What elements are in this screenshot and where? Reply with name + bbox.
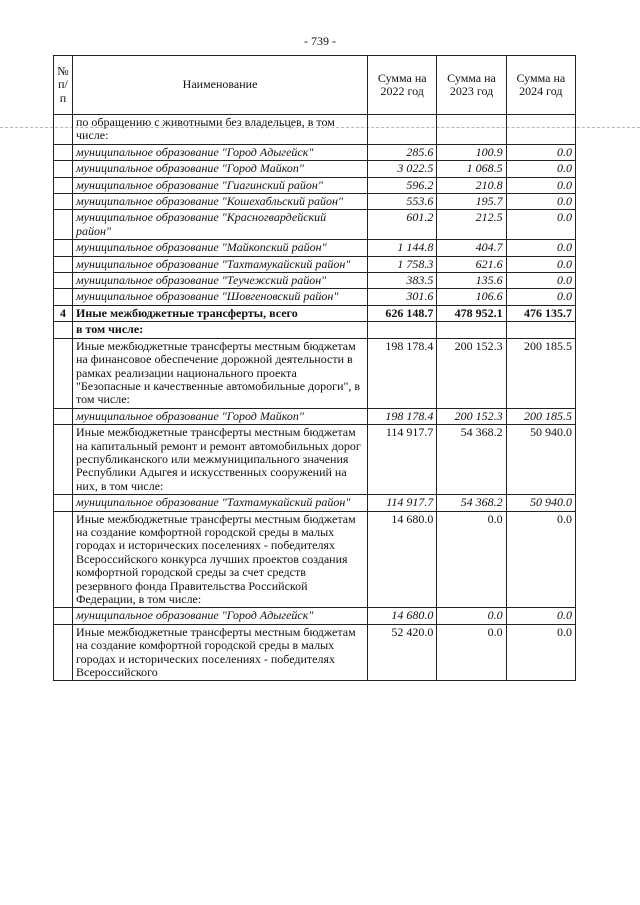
amount-2022 xyxy=(368,322,437,338)
amount-2022: 383.5 xyxy=(368,273,437,289)
row-name: муниципальное образование "Город Адыгейск" xyxy=(73,608,368,624)
row-name: муниципальное образование "Город Майкоп" xyxy=(73,161,368,177)
amount-2024: 0.0 xyxy=(506,194,575,210)
row-number xyxy=(54,273,73,289)
amount-2024: 0.0 xyxy=(506,240,575,256)
table-row xyxy=(54,256,576,272)
amount-2023: 200 152.3 xyxy=(437,408,506,424)
amount-2022: 198 178.4 xyxy=(368,408,437,424)
row-name: муниципальное образование "Красногвардейский район" xyxy=(73,210,368,240)
amount-2023: 54 368.2 xyxy=(437,425,506,495)
amount-2024: 0.0 xyxy=(506,511,575,608)
amount-2024: 0.0 xyxy=(506,289,575,305)
row-number xyxy=(54,115,73,145)
amount-2023: 135.6 xyxy=(437,273,506,289)
table-row xyxy=(54,210,576,240)
table-header-row xyxy=(54,56,576,115)
header-num: № п/п xyxy=(54,56,73,115)
row-number: 4 xyxy=(54,305,73,321)
row-name: Иные межбюджетные трансферты местным бюджетам на капитальный ремонт и ремонт автомобильных дорог республиканского или межмуниципального значения Республики Адыгея и искусственных сооружений на них, в том числе: xyxy=(73,425,368,495)
row-name: муниципальное образование "Теучежский район" xyxy=(73,273,368,289)
table-row xyxy=(54,425,576,495)
table-row xyxy=(54,115,576,145)
row-number xyxy=(54,144,73,160)
amount-2023: 100.9 xyxy=(437,144,506,160)
row-number xyxy=(54,511,73,608)
amount-2022 xyxy=(368,115,437,145)
amount-2024: 50 940.0 xyxy=(506,495,575,511)
amount-2023: 210.8 xyxy=(437,177,506,193)
amount-2022: 1 758.3 xyxy=(368,256,437,272)
header-2022: Сумма на 2022 год xyxy=(368,56,437,115)
amount-2022: 285.6 xyxy=(368,144,437,160)
row-name: в том числе: xyxy=(73,322,368,338)
amount-2022: 553.6 xyxy=(368,194,437,210)
amount-2024: 0.0 xyxy=(506,144,575,160)
row-number xyxy=(54,161,73,177)
table-row xyxy=(54,194,576,210)
table-row xyxy=(54,338,576,408)
amount-2024: 200 185.5 xyxy=(506,408,575,424)
amount-2023: 1 068.5 xyxy=(437,161,506,177)
row-name: муниципальное образование "Шовгеновский район" xyxy=(73,289,368,305)
row-name: муниципальное образование "Тахтамукайский район" xyxy=(73,256,368,272)
amount-2022: 1 144.8 xyxy=(368,240,437,256)
row-name: Иные межбюджетные трансферты местным бюджетам на создание комфортной городской среды в малых городах и исторических поселениях - победителях Всероссийского конкурса лучших проектов создания комфортной городской среды за счет средств резервного фонда Правительства Российской Федерации, в том числе: xyxy=(73,511,368,608)
amount-2023 xyxy=(437,115,506,145)
row-name: муниципальное образование "Тахтамукайский район" xyxy=(73,495,368,511)
row-name: муниципальное образование "Город Майкоп" xyxy=(73,408,368,424)
row-number xyxy=(54,177,73,193)
table-row xyxy=(54,624,576,681)
amount-2023: 0.0 xyxy=(437,511,506,608)
table-row xyxy=(54,273,576,289)
amount-2023: 404.7 xyxy=(437,240,506,256)
row-number xyxy=(54,322,73,338)
table-row xyxy=(54,408,576,424)
amount-2023: 195.7 xyxy=(437,194,506,210)
table-row xyxy=(54,144,576,160)
table-row xyxy=(54,289,576,305)
amount-2022: 14 680.0 xyxy=(368,608,437,624)
amount-2024: 50 940.0 xyxy=(506,425,575,495)
table-body xyxy=(54,115,576,681)
amount-2022: 52 420.0 xyxy=(368,624,437,681)
amount-2023: 0.0 xyxy=(437,608,506,624)
row-name: муниципальное образование "Гиагинский район" xyxy=(73,177,368,193)
row-number xyxy=(54,210,73,240)
row-number xyxy=(54,425,73,495)
amount-2023 xyxy=(437,322,506,338)
row-number xyxy=(54,256,73,272)
row-number xyxy=(54,240,73,256)
table-row xyxy=(54,608,576,624)
table-row xyxy=(54,240,576,256)
header-2024: Сумма на 2024 год xyxy=(506,56,575,115)
header-2023: Сумма на 2023 год xyxy=(437,56,506,115)
amount-2024: 0.0 xyxy=(506,210,575,240)
budget-table xyxy=(53,55,576,681)
amount-2024: 0.0 xyxy=(506,608,575,624)
row-name: Иные межбюджетные трансферты местным бюджетам на финансовое обеспечение дорожной деятельности в рамках реализации национального проекта "Безопасные и качественные автомобильные дороги", в том числе: xyxy=(73,338,368,408)
amount-2022: 198 178.4 xyxy=(368,338,437,408)
table-row xyxy=(54,495,576,511)
amount-2023: 621.6 xyxy=(437,256,506,272)
row-name: по обращению с животными без владельцев, в том числе: xyxy=(73,115,368,145)
header-name: Наименование xyxy=(73,56,368,115)
amount-2023: 0.0 xyxy=(437,624,506,681)
row-number xyxy=(54,338,73,408)
amount-2024: 0.0 xyxy=(506,624,575,681)
amount-2022: 301.6 xyxy=(368,289,437,305)
row-number xyxy=(54,624,73,681)
row-number xyxy=(54,194,73,210)
row-name: Иные межбюджетные трансферты местным бюджетам на создание комфортной городской среды в малых городах и исторических поселениях - победителях Всероссийского xyxy=(73,624,368,681)
amount-2022: 14 680.0 xyxy=(368,511,437,608)
amount-2022: 3 022.5 xyxy=(368,161,437,177)
row-number xyxy=(54,408,73,424)
amount-2024: 0.0 xyxy=(506,161,575,177)
table-row xyxy=(54,511,576,608)
amount-2022: 626 148.7 xyxy=(368,305,437,321)
amount-2023: 200 152.3 xyxy=(437,338,506,408)
amount-2024: 0.0 xyxy=(506,177,575,193)
table-row xyxy=(54,161,576,177)
page-number: - 739 - xyxy=(304,34,336,48)
table-row xyxy=(54,177,576,193)
amount-2024: 0.0 xyxy=(506,256,575,272)
amount-2024: 0.0 xyxy=(506,273,575,289)
amount-2022: 596.2 xyxy=(368,177,437,193)
amount-2024: 200 185.5 xyxy=(506,338,575,408)
row-name: Иные межбюджетные трансферты, всего xyxy=(73,305,368,321)
row-number xyxy=(54,608,73,624)
amount-2023: 478 952.1 xyxy=(437,305,506,321)
row-name: муниципальное образование "Кошехабльский район" xyxy=(73,194,368,210)
amount-2024 xyxy=(506,322,575,338)
amount-2022: 601.2 xyxy=(368,210,437,240)
amount-2023: 106.6 xyxy=(437,289,506,305)
amount-2023: 212.5 xyxy=(437,210,506,240)
table-row-subheading xyxy=(54,322,576,338)
row-number xyxy=(54,289,73,305)
amount-2024 xyxy=(506,115,575,145)
table-row-total xyxy=(54,305,576,321)
row-name: муниципальное образование "Майкопский район" xyxy=(73,240,368,256)
row-number xyxy=(54,495,73,511)
amount-2022: 114 917.7 xyxy=(368,495,437,511)
amount-2022: 114 917.7 xyxy=(368,425,437,495)
amount-2024: 476 135.7 xyxy=(506,305,575,321)
row-name: муниципальное образование "Город Адыгейск" xyxy=(73,144,368,160)
amount-2023: 54 368.2 xyxy=(437,495,506,511)
